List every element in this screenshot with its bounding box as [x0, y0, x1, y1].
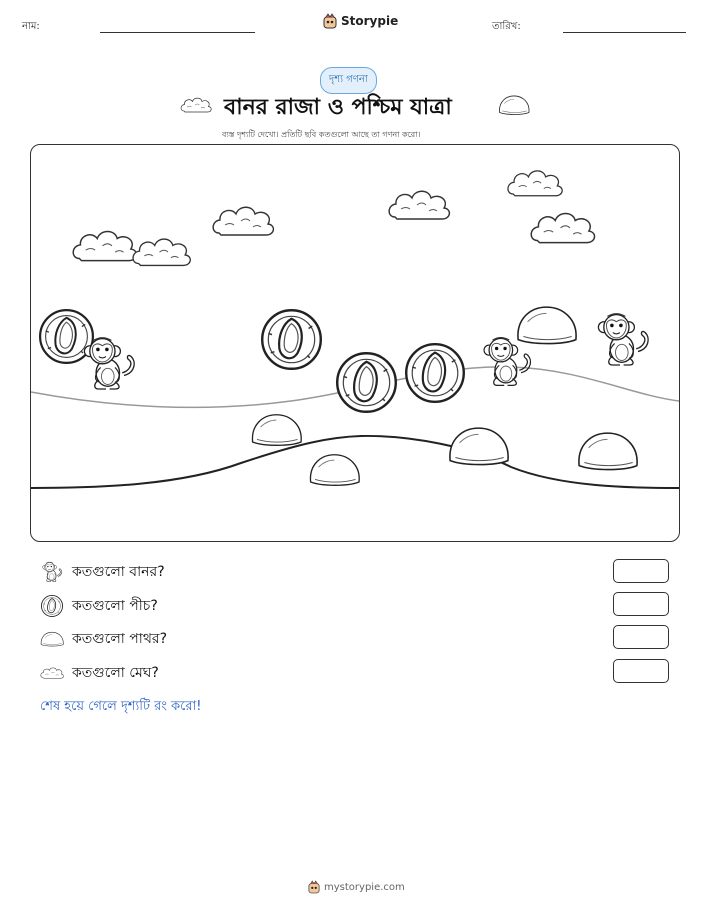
peach-2: [262, 310, 321, 369]
category-badge: দৃশ্য গণনা: [320, 67, 377, 94]
page-title: বানর রাজা ও পশ্চিম যাত্রা: [224, 95, 452, 120]
title-stone-icon: [498, 94, 530, 116]
stone-icon: [40, 628, 64, 650]
cloud-6: [531, 213, 594, 242]
peach-3: [337, 353, 396, 412]
stone-3: [310, 455, 359, 486]
question-2: [40, 594, 158, 618]
question-4: [40, 661, 159, 685]
question-3: [40, 627, 167, 651]
cloud-3: [213, 207, 273, 235]
question-text: কতগুলো মেঘ?: [72, 665, 159, 681]
cloud-1: [73, 231, 136, 260]
monkey-icon: [40, 561, 64, 583]
brand-logo: [323, 13, 398, 29]
storypie-footer-icon: [308, 880, 320, 894]
footer-url: mystorypie.com: [324, 881, 405, 893]
cloud-4: [389, 191, 449, 219]
peach-1: [40, 310, 93, 363]
stone-1: [518, 307, 576, 343]
question-text: কতগুলো পাথর?: [72, 631, 168, 647]
cloud-icon: [40, 662, 64, 684]
answer-box-clouds[interactable]: [613, 659, 669, 683]
answer-box-peaches[interactable]: [613, 592, 669, 616]
cloud-2: [133, 239, 190, 265]
answer-box-stones[interactable]: [613, 625, 669, 649]
footer: [308, 880, 405, 894]
monkey-3: [598, 314, 648, 365]
monkey-2: [484, 338, 530, 386]
coloring-instruction: শেষ হয়ে গেলে দৃশ্যটি রং করো!: [40, 699, 202, 714]
date-line[interactable]: [563, 32, 686, 33]
stone-5: [579, 433, 637, 469]
question-text: কতগুলো বানর?: [72, 564, 165, 580]
brand-name: Storypie: [341, 14, 399, 28]
question-text: কতগুলো পীচ?: [72, 598, 158, 614]
title-cloud-icon: [180, 94, 212, 116]
answer-box-monkeys[interactable]: [613, 559, 669, 583]
peach-icon: [40, 595, 64, 617]
counting-scene: [30, 144, 680, 542]
storypie-logo-icon: [323, 13, 337, 29]
date-label: তারিখ:: [492, 21, 521, 32]
cloud-5: [508, 171, 562, 196]
instructions: ব্যস্ত দৃশ্যটি দেখো। প্রতিটি ছবি কতগুলো আছে তা গণনা করো।: [222, 130, 421, 139]
monkey-1: [84, 338, 134, 389]
name-label: নাম:: [22, 21, 40, 32]
name-line[interactable]: [100, 32, 255, 33]
scene-illustration: [31, 145, 679, 541]
stone-2: [252, 415, 301, 446]
stone-4: [450, 428, 508, 464]
question-1: [40, 560, 165, 584]
peach-4: [406, 344, 464, 402]
